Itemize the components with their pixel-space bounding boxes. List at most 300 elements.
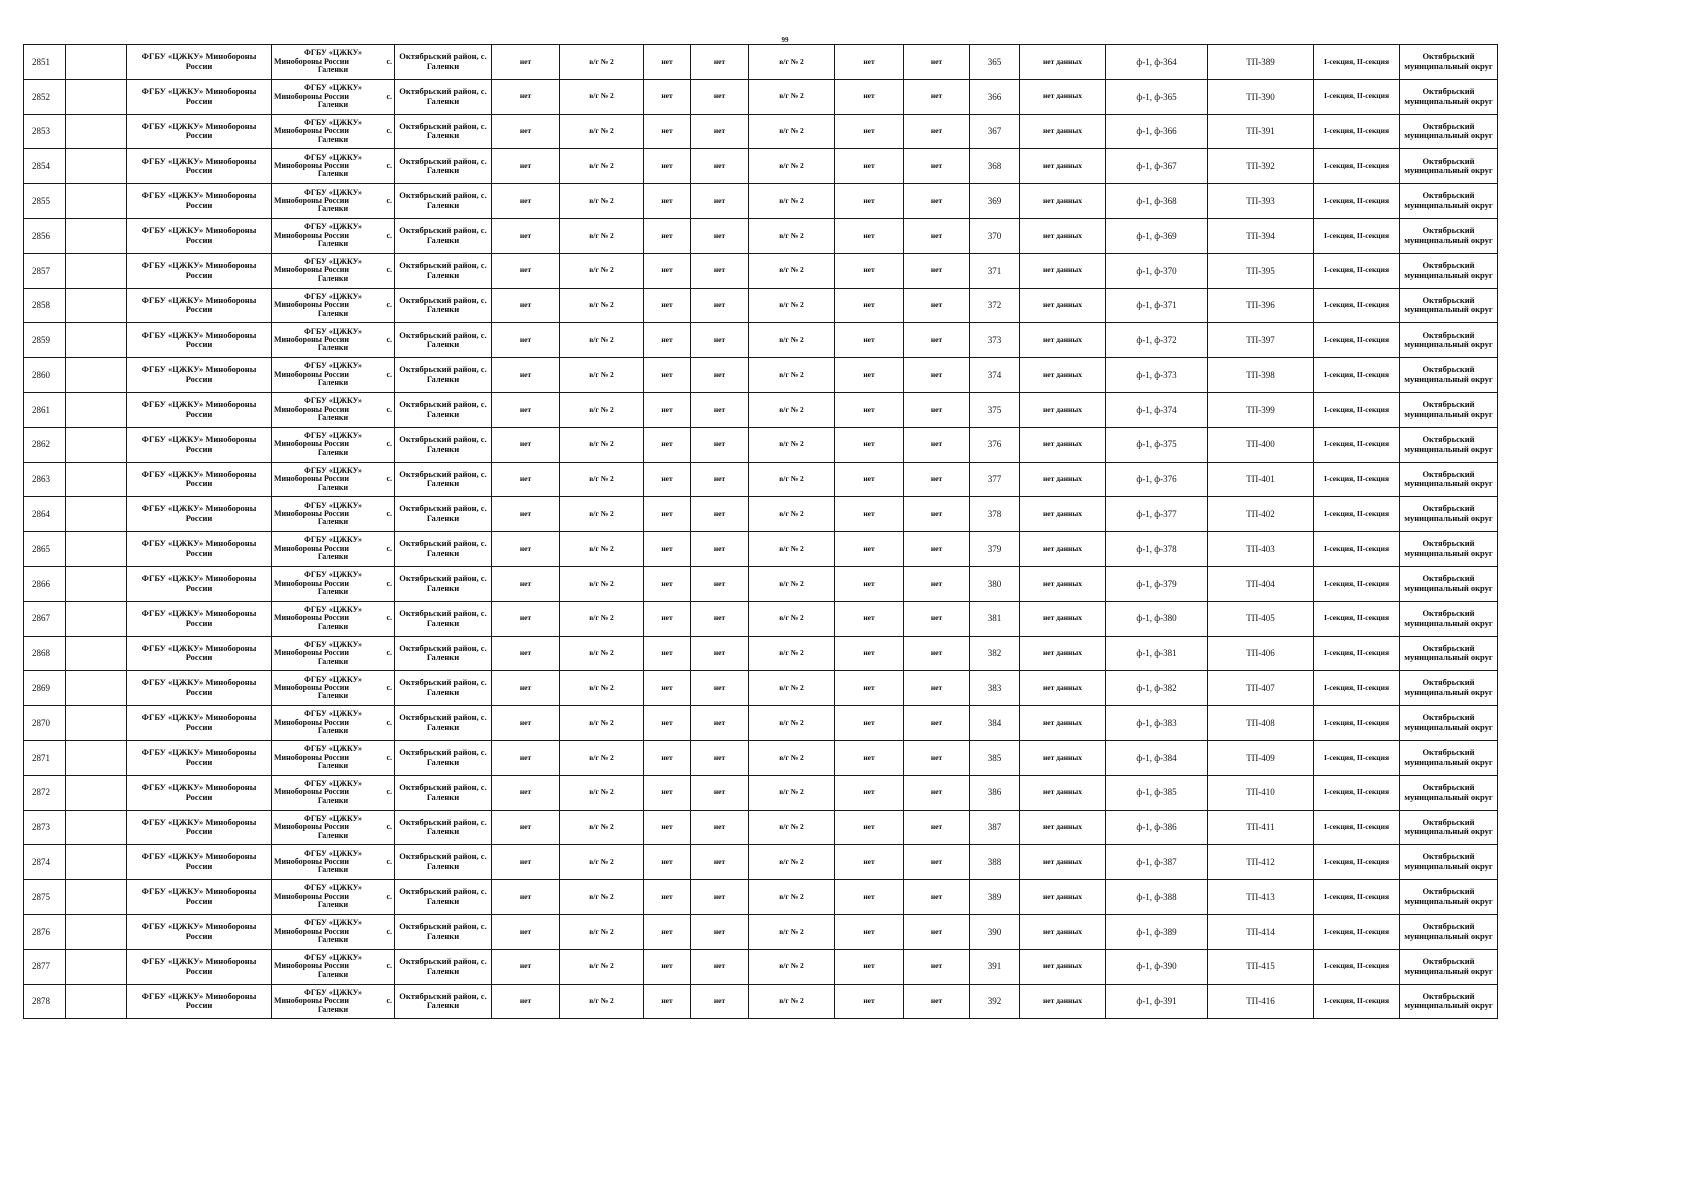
address-cell: Октябрьский район, с. Галенки	[395, 497, 492, 532]
owner-cell: ФГБУ «ЦЖКУ» Минобороны России	[127, 253, 272, 288]
status-cell: нет	[691, 880, 749, 915]
status-cell: нет	[904, 984, 970, 1019]
reg-number-cell: 376	[970, 427, 1020, 462]
empty-cell	[66, 914, 127, 949]
row-number: 2859	[24, 323, 66, 358]
status-cell: нет	[904, 949, 970, 984]
status-cell: нет	[835, 462, 904, 497]
status-cell: нет	[904, 532, 970, 567]
sections-cell: I-секция, II-секция	[1314, 114, 1400, 149]
sections-cell: I-секция, II-секция	[1314, 253, 1400, 288]
status-cell: нет	[644, 880, 691, 915]
reg-number-cell: 382	[970, 636, 1020, 671]
status-cell: нет	[691, 184, 749, 219]
table-row	[24, 532, 1498, 567]
address-cell: Октябрьский район, с. Галенки	[395, 114, 492, 149]
status-cell: нет	[492, 45, 560, 80]
owner-cell: ФГБУ «ЦЖКУ» Минобороны России	[127, 79, 272, 114]
row-number: 2851	[24, 45, 66, 80]
substation-cell: ТП-392	[1208, 149, 1314, 184]
substation-cell: ТП-413	[1208, 880, 1314, 915]
holder-cell: ФГБУ «ЦЖКУ» Минобороны России с. Галенки	[272, 706, 395, 741]
sections-cell: I-секция, II-секция	[1314, 358, 1400, 393]
reg-number-cell: 385	[970, 740, 1020, 775]
district-cell: Октябрьский муниципальный округ	[1400, 253, 1498, 288]
reg-number-cell: 381	[970, 601, 1020, 636]
row-number: 2870	[24, 706, 66, 741]
owner-cell: ФГБУ «ЦЖКУ» Минобороны России	[127, 810, 272, 845]
owner-cell: ФГБУ «ЦЖКУ» Минобороны России	[127, 184, 272, 219]
substation-cell: ТП-396	[1208, 288, 1314, 323]
water-cell: в/г № 2	[560, 218, 644, 253]
status-cell: нет	[644, 149, 691, 184]
empty-cell	[66, 706, 127, 741]
status-cell: нет	[644, 636, 691, 671]
status-cell: нет	[904, 706, 970, 741]
status-cell: нет	[492, 497, 560, 532]
status-cell: нет	[691, 79, 749, 114]
empty-cell	[66, 636, 127, 671]
status-cell: нет	[492, 253, 560, 288]
status-cell: нет	[904, 566, 970, 601]
water-cell: в/г № 2	[560, 427, 644, 462]
row-number: 2868	[24, 636, 66, 671]
substation-cell: ТП-399	[1208, 392, 1314, 427]
water-cell: в/г № 2	[560, 358, 644, 393]
owner-cell: ФГБУ «ЦЖКУ» Минобороны России	[127, 218, 272, 253]
status-cell: нет	[835, 984, 904, 1019]
substation-cell: ТП-406	[1208, 636, 1314, 671]
row-number: 2852	[24, 79, 66, 114]
owner-cell: ФГБУ «ЦЖКУ» Минобороны России	[127, 984, 272, 1019]
substation-cell: ТП-401	[1208, 462, 1314, 497]
status-cell: нет	[492, 532, 560, 567]
table-row	[24, 149, 1498, 184]
status-cell: нет	[691, 323, 749, 358]
address-cell: Октябрьский район, с. Галенки	[395, 845, 492, 880]
no-data-cell: нет данных	[1020, 358, 1106, 393]
holder-cell: ФГБУ «ЦЖКУ» Минобороны России с. Галенки	[272, 79, 395, 114]
status-cell: нет	[492, 914, 560, 949]
status-cell: нет	[492, 845, 560, 880]
owner-cell: ФГБУ «ЦЖКУ» Минобороны России	[127, 566, 272, 601]
owner-cell: ФГБУ «ЦЖКУ» Минобороны России	[127, 427, 272, 462]
status-cell: нет	[904, 775, 970, 810]
address-cell: Октябрьский район, с. Галенки	[395, 358, 492, 393]
address-cell: Октябрьский район, с. Галенки	[395, 462, 492, 497]
status-cell: нет	[492, 984, 560, 1019]
owner-cell: ФГБУ «ЦЖКУ» Минобороны России	[127, 532, 272, 567]
feeder-cell: ф-1, ф-376	[1106, 462, 1208, 497]
status-cell: нет	[904, 358, 970, 393]
sections-cell: I-секция, II-секция	[1314, 984, 1400, 1019]
address-cell: Октябрьский район, с. Галенки	[395, 775, 492, 810]
address-cell: Октябрьский район, с. Галенки	[395, 218, 492, 253]
address-cell: Октябрьский район, с. Галенки	[395, 671, 492, 706]
no-data-cell: нет данных	[1020, 740, 1106, 775]
row-number: 2860	[24, 358, 66, 393]
reg-number-cell: 388	[970, 845, 1020, 880]
feeder-cell: ф-1, ф-390	[1106, 949, 1208, 984]
empty-cell	[66, 79, 127, 114]
substation-cell: ТП-400	[1208, 427, 1314, 462]
status-cell: нет	[644, 323, 691, 358]
water-cell: в/г № 2	[749, 566, 835, 601]
substation-cell: ТП-409	[1208, 740, 1314, 775]
owner-cell: ФГБУ «ЦЖКУ» Минобороны России	[127, 358, 272, 393]
row-number: 2867	[24, 601, 66, 636]
status-cell: нет	[644, 462, 691, 497]
status-cell: нет	[691, 601, 749, 636]
status-cell: нет	[691, 810, 749, 845]
sections-cell: I-секция, II-секция	[1314, 532, 1400, 567]
status-cell: нет	[691, 740, 749, 775]
address-cell: Октябрьский район, с. Галенки	[395, 392, 492, 427]
water-cell: в/г № 2	[749, 671, 835, 706]
status-cell: нет	[691, 427, 749, 462]
feeder-cell: ф-1, ф-374	[1106, 392, 1208, 427]
status-cell: нет	[492, 184, 560, 219]
address-cell: Октябрьский район, с. Галенки	[395, 566, 492, 601]
status-cell: нет	[904, 79, 970, 114]
holder-cell: ФГБУ «ЦЖКУ» Минобороны России с. Галенки	[272, 149, 395, 184]
reg-number-cell: 380	[970, 566, 1020, 601]
sections-cell: I-секция, II-секция	[1314, 184, 1400, 219]
table-row	[24, 218, 1498, 253]
reg-number-cell: 375	[970, 392, 1020, 427]
sections-cell: I-секция, II-секция	[1314, 601, 1400, 636]
address-cell: Октябрьский район, с. Галенки	[395, 706, 492, 741]
row-number: 2872	[24, 775, 66, 810]
substation-cell: ТП-408	[1208, 706, 1314, 741]
water-cell: в/г № 2	[749, 880, 835, 915]
status-cell: нет	[644, 45, 691, 80]
empty-cell	[66, 601, 127, 636]
sections-cell: I-секция, II-секция	[1314, 497, 1400, 532]
status-cell: нет	[835, 253, 904, 288]
feeder-cell: ф-1, ф-373	[1106, 358, 1208, 393]
status-cell: нет	[644, 288, 691, 323]
water-cell: в/г № 2	[560, 671, 644, 706]
no-data-cell: нет данных	[1020, 880, 1106, 915]
water-cell: в/г № 2	[749, 253, 835, 288]
water-cell: в/г № 2	[560, 566, 644, 601]
status-cell: нет	[691, 914, 749, 949]
status-cell: нет	[904, 462, 970, 497]
substation-cell: ТП-393	[1208, 184, 1314, 219]
substation-cell: ТП-397	[1208, 323, 1314, 358]
status-cell: нет	[904, 427, 970, 462]
address-cell: Октябрьский район, с. Галенки	[395, 532, 492, 567]
reg-number-cell: 384	[970, 706, 1020, 741]
feeder-cell: ф-1, ф-375	[1106, 427, 1208, 462]
holder-cell: ФГБУ «ЦЖКУ» Минобороны России с. Галенки	[272, 253, 395, 288]
address-cell: Октябрьский район, с. Галенки	[395, 880, 492, 915]
water-cell: в/г № 2	[560, 949, 644, 984]
water-cell: в/г № 2	[749, 184, 835, 219]
status-cell: нет	[492, 79, 560, 114]
status-cell: нет	[492, 706, 560, 741]
status-cell: нет	[835, 601, 904, 636]
empty-cell	[66, 949, 127, 984]
water-cell: в/г № 2	[749, 636, 835, 671]
owner-cell: ФГБУ «ЦЖКУ» Минобороны России	[127, 462, 272, 497]
status-cell: нет	[835, 914, 904, 949]
district-cell: Октябрьский муниципальный округ	[1400, 880, 1498, 915]
district-cell: Октябрьский муниципальный округ	[1400, 984, 1498, 1019]
status-cell: нет	[835, 149, 904, 184]
owner-cell: ФГБУ «ЦЖКУ» Минобороны России	[127, 740, 272, 775]
status-cell: нет	[835, 392, 904, 427]
table-row	[24, 671, 1498, 706]
water-cell: в/г № 2	[749, 740, 835, 775]
registry-table	[23, 44, 1498, 1019]
feeder-cell: ф-1, ф-378	[1106, 532, 1208, 567]
reg-number-cell: 383	[970, 671, 1020, 706]
water-cell: в/г № 2	[749, 149, 835, 184]
sections-cell: I-секция, II-секция	[1314, 880, 1400, 915]
reg-number-cell: 377	[970, 462, 1020, 497]
sections-cell: I-секция, II-секция	[1314, 775, 1400, 810]
water-cell: в/г № 2	[560, 497, 644, 532]
table-row	[24, 288, 1498, 323]
status-cell: нет	[691, 671, 749, 706]
no-data-cell: нет данных	[1020, 845, 1106, 880]
water-cell: в/г № 2	[749, 462, 835, 497]
row-number: 2861	[24, 392, 66, 427]
status-cell: нет	[691, 45, 749, 80]
row-number: 2853	[24, 114, 66, 149]
district-cell: Октябрьский муниципальный округ	[1400, 218, 1498, 253]
water-cell: в/г № 2	[560, 845, 644, 880]
status-cell: нет	[835, 949, 904, 984]
feeder-cell: ф-1, ф-364	[1106, 45, 1208, 80]
address-cell: Октябрьский район, с. Галенки	[395, 914, 492, 949]
status-cell: нет	[904, 845, 970, 880]
status-cell: нет	[492, 775, 560, 810]
feeder-cell: ф-1, ф-377	[1106, 497, 1208, 532]
no-data-cell: нет данных	[1020, 184, 1106, 219]
feeder-cell: ф-1, ф-389	[1106, 914, 1208, 949]
status-cell: нет	[492, 671, 560, 706]
holder-cell: ФГБУ «ЦЖКУ» Минобороны России с. Галенки	[272, 392, 395, 427]
district-cell: Октябрьский муниципальный округ	[1400, 740, 1498, 775]
water-cell: в/г № 2	[749, 914, 835, 949]
status-cell: нет	[835, 810, 904, 845]
status-cell: нет	[691, 566, 749, 601]
reg-number-cell: 391	[970, 949, 1020, 984]
empty-cell	[66, 114, 127, 149]
status-cell: нет	[835, 775, 904, 810]
water-cell: в/г № 2	[749, 79, 835, 114]
no-data-cell: нет данных	[1020, 288, 1106, 323]
district-cell: Октябрьский муниципальный округ	[1400, 427, 1498, 462]
water-cell: в/г № 2	[749, 288, 835, 323]
feeder-cell: ф-1, ф-366	[1106, 114, 1208, 149]
water-cell: в/г № 2	[560, 184, 644, 219]
status-cell: нет	[904, 253, 970, 288]
status-cell: нет	[904, 392, 970, 427]
table-row	[24, 810, 1498, 845]
owner-cell: ФГБУ «ЦЖКУ» Минобороны России	[127, 914, 272, 949]
sections-cell: I-секция, II-секция	[1314, 323, 1400, 358]
row-number: 2876	[24, 914, 66, 949]
no-data-cell: нет данных	[1020, 392, 1106, 427]
feeder-cell: ф-1, ф-388	[1106, 880, 1208, 915]
status-cell: нет	[835, 532, 904, 567]
water-cell: в/г № 2	[560, 462, 644, 497]
address-cell: Октябрьский район, с. Галенки	[395, 427, 492, 462]
status-cell: нет	[835, 880, 904, 915]
district-cell: Октябрьский муниципальный округ	[1400, 288, 1498, 323]
reg-number-cell: 371	[970, 253, 1020, 288]
district-cell: Октябрьский муниципальный округ	[1400, 636, 1498, 671]
district-cell: Октябрьский муниципальный округ	[1400, 358, 1498, 393]
water-cell: в/г № 2	[560, 114, 644, 149]
status-cell: нет	[835, 79, 904, 114]
status-cell: нет	[835, 323, 904, 358]
reg-number-cell: 369	[970, 184, 1020, 219]
owner-cell: ФГБУ «ЦЖКУ» Минобороны России	[127, 845, 272, 880]
water-cell: в/г № 2	[560, 740, 644, 775]
no-data-cell: нет данных	[1020, 949, 1106, 984]
district-cell: Октябрьский муниципальный округ	[1400, 845, 1498, 880]
status-cell: нет	[644, 671, 691, 706]
status-cell: нет	[691, 358, 749, 393]
substation-cell: ТП-407	[1208, 671, 1314, 706]
table-row	[24, 114, 1498, 149]
water-cell: в/г № 2	[749, 775, 835, 810]
holder-cell: ФГБУ «ЦЖКУ» Минобороны России с. Галенки	[272, 671, 395, 706]
no-data-cell: нет данных	[1020, 218, 1106, 253]
status-cell: нет	[492, 810, 560, 845]
feeder-cell: ф-1, ф-385	[1106, 775, 1208, 810]
table-row	[24, 184, 1498, 219]
sections-cell: I-секция, II-секция	[1314, 149, 1400, 184]
status-cell: нет	[904, 636, 970, 671]
status-cell: нет	[492, 427, 560, 462]
district-cell: Октябрьский муниципальный округ	[1400, 566, 1498, 601]
status-cell: нет	[691, 532, 749, 567]
status-cell: нет	[644, 532, 691, 567]
status-cell: нет	[691, 114, 749, 149]
substation-cell: ТП-398	[1208, 358, 1314, 393]
empty-cell	[66, 775, 127, 810]
no-data-cell: нет данных	[1020, 671, 1106, 706]
feeder-cell: ф-1, ф-391	[1106, 984, 1208, 1019]
no-data-cell: нет данных	[1020, 532, 1106, 567]
water-cell: в/г № 2	[560, 288, 644, 323]
no-data-cell: нет данных	[1020, 810, 1106, 845]
empty-cell	[66, 392, 127, 427]
status-cell: нет	[492, 601, 560, 636]
empty-cell	[66, 810, 127, 845]
district-cell: Октябрьский муниципальный округ	[1400, 114, 1498, 149]
no-data-cell: нет данных	[1020, 149, 1106, 184]
no-data-cell: нет данных	[1020, 114, 1106, 149]
feeder-cell: ф-1, ф-370	[1106, 253, 1208, 288]
water-cell: в/г № 2	[749, 601, 835, 636]
empty-cell	[66, 462, 127, 497]
water-cell: в/г № 2	[749, 427, 835, 462]
owner-cell: ФГБУ «ЦЖКУ» Минобороны России	[127, 671, 272, 706]
holder-cell: ФГБУ «ЦЖКУ» Минобороны России с. Галенки	[272, 636, 395, 671]
substation-cell: ТП-404	[1208, 566, 1314, 601]
water-cell: в/г № 2	[749, 706, 835, 741]
table-row	[24, 323, 1498, 358]
row-number: 2877	[24, 949, 66, 984]
empty-cell	[66, 984, 127, 1019]
address-cell: Октябрьский район, с. Галенки	[395, 636, 492, 671]
water-cell: в/г № 2	[749, 392, 835, 427]
feeder-cell: ф-1, ф-383	[1106, 706, 1208, 741]
owner-cell: ФГБУ «ЦЖКУ» Минобороны России	[127, 706, 272, 741]
holder-cell: ФГБУ «ЦЖКУ» Минобороны России с. Галенки	[272, 984, 395, 1019]
status-cell: нет	[492, 636, 560, 671]
status-cell: нет	[492, 740, 560, 775]
row-number: 2854	[24, 149, 66, 184]
row-number: 2873	[24, 810, 66, 845]
status-cell: нет	[835, 358, 904, 393]
feeder-cell: ф-1, ф-387	[1106, 845, 1208, 880]
water-cell: в/г № 2	[749, 323, 835, 358]
status-cell: нет	[904, 671, 970, 706]
feeder-cell: ф-1, ф-372	[1106, 323, 1208, 358]
status-cell: нет	[835, 706, 904, 741]
address-cell: Октябрьский район, с. Галенки	[395, 323, 492, 358]
reg-number-cell: 366	[970, 79, 1020, 114]
status-cell: нет	[835, 427, 904, 462]
feeder-cell: ф-1, ф-368	[1106, 184, 1208, 219]
water-cell: в/г № 2	[749, 845, 835, 880]
empty-cell	[66, 323, 127, 358]
row-number: 2875	[24, 880, 66, 915]
status-cell: нет	[492, 462, 560, 497]
water-cell: в/г № 2	[560, 706, 644, 741]
substation-cell: ТП-391	[1208, 114, 1314, 149]
water-cell: в/г № 2	[560, 636, 644, 671]
empty-cell	[66, 253, 127, 288]
owner-cell: ФГБУ «ЦЖКУ» Минобороны России	[127, 45, 272, 80]
no-data-cell: нет данных	[1020, 253, 1106, 288]
reg-number-cell: 373	[970, 323, 1020, 358]
owner-cell: ФГБУ «ЦЖКУ» Минобороны России	[127, 636, 272, 671]
sections-cell: I-секция, II-секция	[1314, 636, 1400, 671]
reg-number-cell: 390	[970, 914, 1020, 949]
empty-cell	[66, 218, 127, 253]
empty-cell	[66, 532, 127, 567]
status-cell: нет	[644, 427, 691, 462]
status-cell: нет	[644, 706, 691, 741]
row-number: 2878	[24, 984, 66, 1019]
status-cell: нет	[835, 566, 904, 601]
table-row	[24, 914, 1498, 949]
substation-cell: ТП-411	[1208, 810, 1314, 845]
status-cell: нет	[492, 114, 560, 149]
table-row	[24, 984, 1498, 1019]
status-cell: нет	[492, 218, 560, 253]
owner-cell: ФГБУ «ЦЖКУ» Минобороны России	[127, 114, 272, 149]
status-cell: нет	[835, 114, 904, 149]
address-cell: Октябрьский район, с. Галенки	[395, 288, 492, 323]
no-data-cell: нет данных	[1020, 706, 1106, 741]
status-cell: нет	[691, 845, 749, 880]
feeder-cell: ф-1, ф-367	[1106, 149, 1208, 184]
status-cell: нет	[835, 45, 904, 80]
water-cell: в/г № 2	[749, 532, 835, 567]
holder-cell: ФГБУ «ЦЖКУ» Минобороны России с. Галенки	[272, 45, 395, 80]
status-cell: нет	[691, 462, 749, 497]
